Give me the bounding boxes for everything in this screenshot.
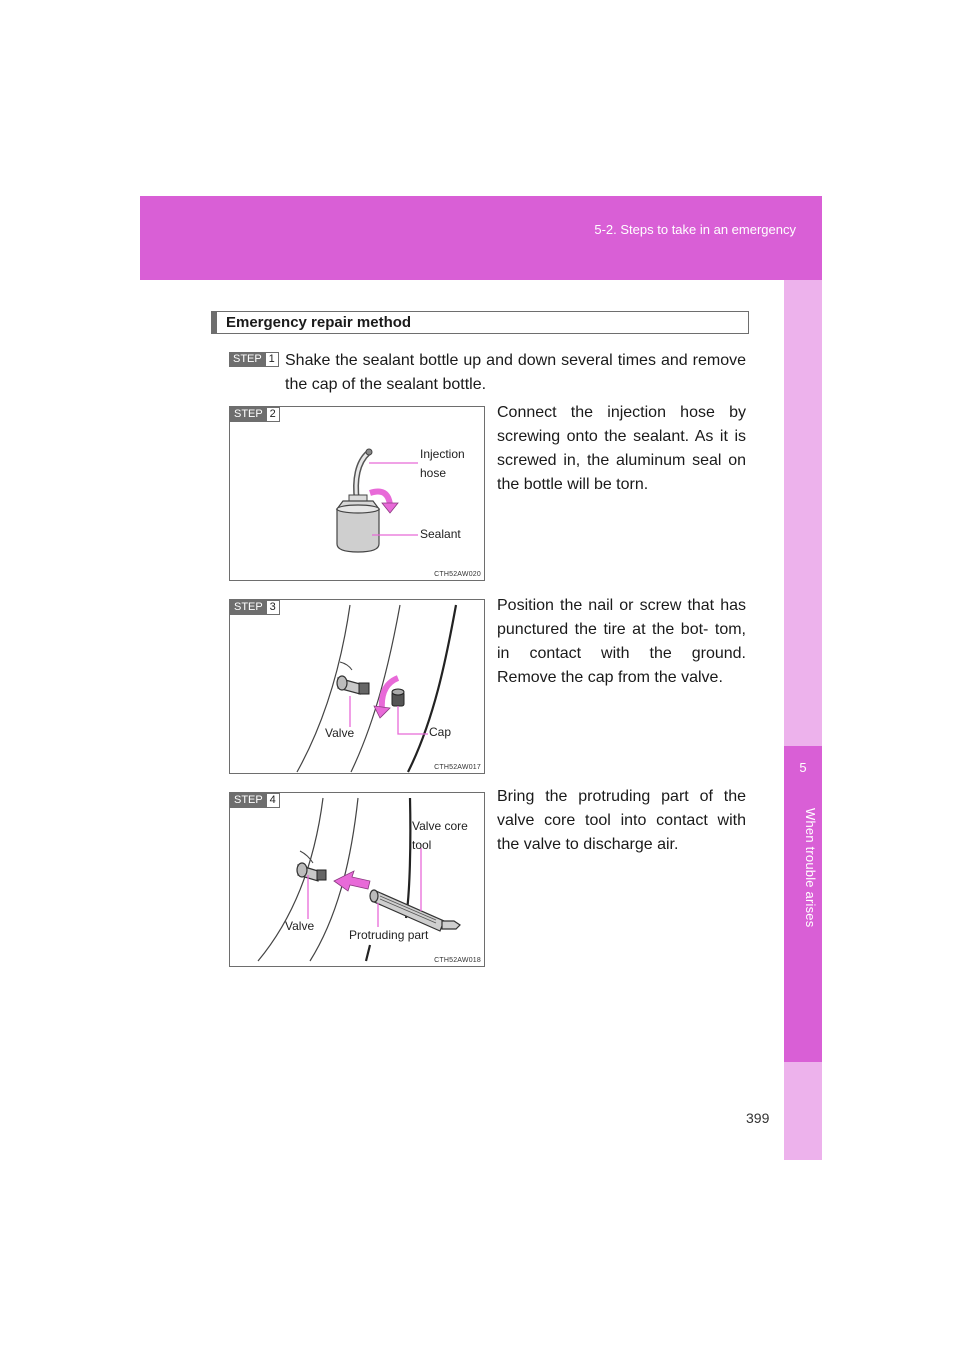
- valve-core-tool-label: Valve core tool: [412, 819, 468, 852]
- step-4-figure: [229, 792, 485, 967]
- side-tab-upper: [784, 280, 822, 746]
- figure-code: CTH52AW020: [434, 571, 481, 578]
- injection-hose-label: Injection hose: [420, 447, 465, 480]
- step-1-badge: [229, 352, 279, 367]
- step-2-figure: [229, 406, 485, 581]
- sealant-label: Sealant: [420, 527, 461, 541]
- figure-code: CTH52AW017: [434, 764, 481, 771]
- chapter-number: 5: [799, 760, 807, 775]
- step-number: 3: [267, 600, 280, 615]
- step-label: STEP: [230, 407, 267, 422]
- chapter-tab[interactable]: [784, 746, 822, 1062]
- header-title: 5-2. Steps to take in an emergency: [594, 222, 796, 237]
- cap-label: Cap: [429, 725, 452, 739]
- step-number: 2: [267, 407, 280, 422]
- tire-valve-illustration: [230, 600, 485, 774]
- step-label: STEP: [229, 352, 266, 367]
- step-2-text: Connect the injection hose by screwing onto the sealant. As it is screwed in, the aluminum seal on the bottle will be torn.: [497, 404, 746, 493]
- valve-label: Valve: [325, 726, 355, 740]
- chapter-title: When trouble arises: [803, 808, 818, 928]
- step-4-text: Bring the protruding part of the valve core tool into contact with the valve to discharge air.: [497, 788, 746, 853]
- section-title: Emergency repair method: [226, 314, 412, 331]
- step-label: STEP: [230, 793, 267, 808]
- step-number: 4: [267, 793, 280, 808]
- figure-code: CTH52AW018: [434, 957, 481, 964]
- step-1-text: Shake the sealant bottle up and down several times and remove the cap of the sealant bottle.: [285, 352, 746, 393]
- page-number: 399: [746, 1110, 770, 1126]
- protruding-part-label: Protruding part: [349, 928, 429, 942]
- section-heading-bar: [212, 312, 217, 333]
- side-tab-lower: [784, 1062, 822, 1160]
- sealant-bottle-illustration: [230, 407, 485, 581]
- header-band: [140, 196, 822, 280]
- step-3-text: Position the nail or screw that has punctured the tire at the bot- tom, in contact with the ground. Remove the cap from the valve.: [497, 597, 746, 686]
- step-number: 1: [266, 352, 279, 367]
- section-heading: [211, 311, 749, 334]
- valve-label: Valve: [285, 919, 315, 933]
- step-label: STEP: [230, 600, 267, 615]
- step-3-figure: [229, 599, 485, 774]
